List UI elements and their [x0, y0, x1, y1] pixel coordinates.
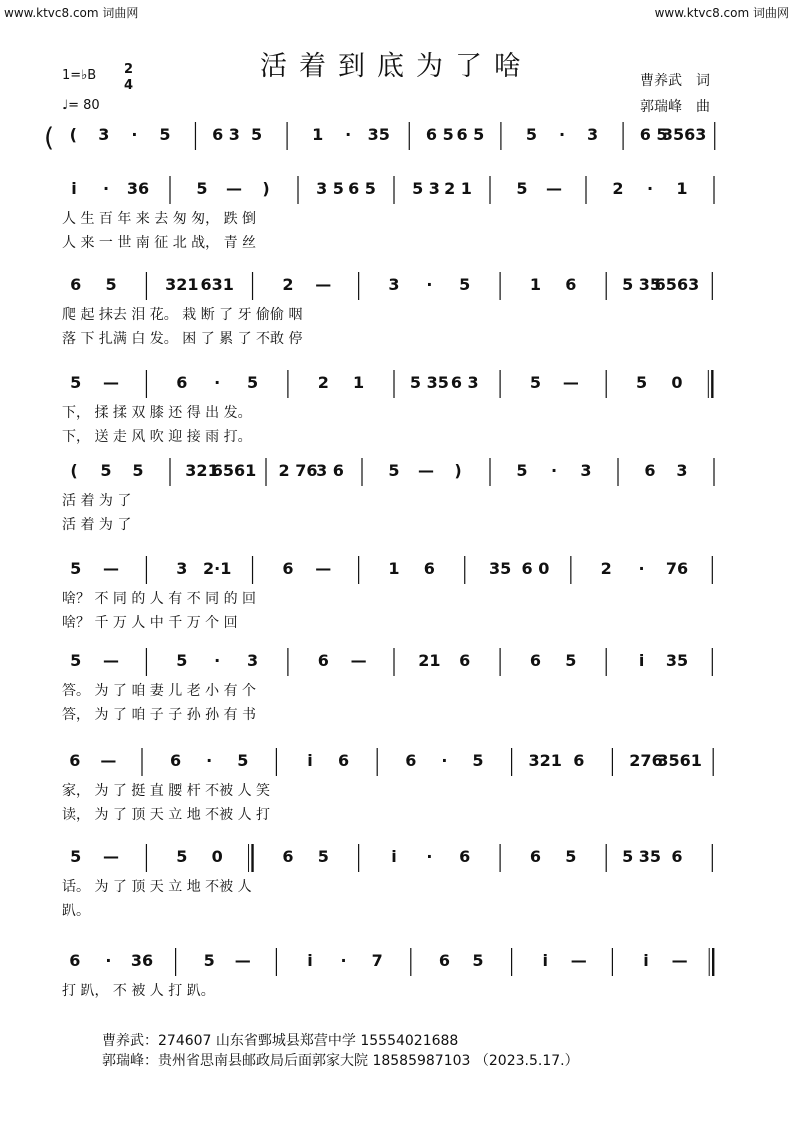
note-token: 36	[126, 179, 150, 198]
note-token: 5	[176, 847, 188, 866]
note-token: —	[418, 461, 434, 480]
note-token: 1	[676, 179, 688, 198]
note-token: ·	[638, 559, 645, 578]
note-token: —	[103, 651, 120, 670]
note-token: 5	[70, 559, 82, 578]
note-token: 6	[459, 651, 471, 670]
note-token: 6	[282, 559, 294, 578]
note-token: 5	[105, 275, 117, 294]
note-token: 5	[516, 179, 528, 198]
note-token: ·	[214, 651, 221, 670]
lyric-line: 趴。	[62, 903, 90, 919]
note-token: 3 5	[316, 179, 344, 198]
note-token: 21	[418, 651, 441, 670]
note-token: 5	[459, 275, 471, 294]
note-token: 6	[69, 951, 81, 970]
note-token: 5	[565, 651, 577, 670]
note-token: ·	[550, 461, 558, 480]
lyric-line: 家， 为 了 挺 直 腰 杆 不被 人 笑	[62, 783, 271, 799]
note-token: 36	[130, 951, 154, 970]
note-token: 5	[132, 461, 144, 480]
note-token: 5	[176, 651, 188, 670]
note-token: 35	[488, 559, 512, 578]
note-token: 5	[196, 179, 208, 198]
note-token: 5	[472, 751, 484, 770]
note-token: 6	[529, 847, 542, 866]
lyric-line: 打 趴， 不 被 人 打 趴。	[62, 983, 215, 999]
note-token: ·	[558, 125, 566, 144]
note-token: ·	[646, 179, 654, 198]
lyric-line: 落 下 扎满 白 发。 困 了 累 了 不敢 停	[62, 331, 303, 347]
note-token: 5	[565, 847, 577, 866]
note-token: 321	[165, 275, 199, 294]
note-token: —	[234, 951, 251, 970]
footer-contact-lyricist: 曹养武：274607 山东省鄄城县郑营中学 15554021688	[102, 1033, 459, 1049]
time-signature-top: 2	[124, 62, 134, 77]
lyric-line: 爬 起 抹去 泪 花。 栽 断 了 牙 偷偷 咽	[62, 307, 303, 323]
note-token: 3	[246, 651, 259, 670]
note-token: ·	[102, 179, 110, 198]
note-token: 321	[185, 461, 219, 480]
note-token: 3561	[657, 751, 702, 770]
note-token: ·	[105, 951, 112, 970]
note-token: (	[69, 125, 77, 144]
site-watermark-left: www.ktvc8.com 词曲网	[4, 6, 139, 20]
note-token: 6	[69, 751, 81, 770]
note-token: 5	[516, 461, 528, 480]
note-token: 6563	[654, 275, 700, 294]
note-token: )	[454, 461, 462, 480]
note-token: 6	[438, 951, 450, 970]
note-token: 35	[367, 125, 390, 144]
note-token: i	[391, 847, 397, 866]
lyricist-credit: 曹养武 词	[640, 73, 710, 89]
note-token: i	[71, 179, 77, 198]
note-token: 5	[388, 461, 400, 480]
lyric-line: 读， 为 了 顶 天 立 地 不被 人 打	[62, 807, 271, 823]
footer-contact-composer: 郭瑞峰：贵州省思南县邮政局后面郭家大院 18585987103 （2023.5.17.）	[102, 1053, 579, 1069]
note-token: 3	[580, 461, 592, 480]
note-token: 5 35	[622, 847, 662, 866]
time-signature-bottom: 4	[124, 78, 134, 93]
note-token: 6 3	[212, 125, 240, 144]
note-token: 7	[371, 951, 383, 970]
note-token: 6 5	[639, 125, 668, 144]
note-token: 5	[472, 951, 484, 970]
note-token: 5	[636, 373, 648, 392]
tempo-marking: ♩= 80	[62, 98, 100, 113]
lyric-line: 话。 为 了 顶 天 立 地 不被 人	[62, 879, 252, 895]
note-token: 3	[176, 559, 188, 578]
note-token: —	[226, 179, 242, 198]
note-token: 6	[529, 651, 542, 670]
note-token: 631	[200, 275, 234, 294]
note-token: 3	[98, 125, 110, 144]
lyric-line: 人 来 一 世 南 征 北 战， 青 丝	[62, 235, 257, 251]
note-token: 3	[676, 461, 688, 480]
note-token: —	[103, 373, 120, 392]
note-token: 5	[159, 125, 171, 144]
note-token: 3 6	[316, 461, 344, 480]
note-token: 6	[70, 275, 82, 294]
site-watermark-right: www.ktvc8.com 词曲网	[654, 6, 789, 20]
note-token: 5	[246, 373, 259, 392]
system-bracket: (	[44, 123, 55, 153]
note-token: 6	[565, 275, 577, 294]
note-token: 2	[317, 373, 329, 392]
note-token: 5	[250, 125, 263, 144]
lyric-line: 下， 揉 揉 双 膝 还 得 出 发。	[62, 405, 252, 421]
note-token: i	[307, 951, 313, 970]
note-token: i	[638, 651, 645, 670]
note-token: 6 0	[521, 559, 550, 578]
note-token: 5	[70, 373, 82, 392]
note-token: 321	[528, 751, 562, 770]
note-token: 2·1	[202, 559, 232, 578]
note-token: 5	[529, 373, 542, 392]
note-token: 6 5	[425, 125, 454, 144]
note-token: 2 1	[444, 179, 472, 198]
note-token: 2 76	[278, 461, 318, 480]
note-token: 6	[338, 751, 350, 770]
note-token: ·	[426, 275, 433, 294]
note-token: ·	[131, 125, 138, 144]
note-token: —	[100, 751, 117, 770]
note-token: 5	[70, 847, 82, 866]
note-token: 6 5	[348, 179, 376, 198]
note-token: (	[70, 461, 78, 480]
note-token: 276	[629, 751, 663, 770]
composer-credit: 郭瑞峰 曲	[640, 99, 710, 115]
note-token: 5	[237, 751, 249, 770]
note-token: —	[315, 559, 332, 578]
lyric-line: 下， 送 走 风 吹 迎 接 雨 打。	[62, 429, 252, 445]
note-token: i	[643, 951, 649, 970]
note-token: 6	[170, 751, 182, 770]
note-token: 5 3	[412, 179, 440, 198]
note-token: —	[315, 275, 332, 294]
note-token: ·	[214, 373, 221, 392]
note-token: 1	[353, 373, 365, 392]
note-token: ·	[426, 847, 433, 866]
note-token: ·	[340, 951, 347, 970]
note-token: 1	[529, 275, 542, 294]
note-token: 6	[176, 373, 188, 392]
note-token: 2	[282, 275, 294, 294]
note-token: 6	[671, 847, 683, 866]
note-token: 6	[405, 751, 417, 770]
note-token: 6 3	[450, 373, 479, 392]
note-token: )	[262, 179, 270, 198]
note-token: 6	[282, 847, 294, 866]
key-signature: 1=♭B	[62, 68, 97, 83]
note-token: 1	[388, 559, 400, 578]
note-token: ·	[441, 751, 448, 770]
note-token: 5	[70, 651, 82, 670]
note-token: 6	[459, 847, 471, 866]
note-token: 5 35	[409, 373, 449, 392]
lyric-line: 啥？ 不 同 的 人 有 不 同 的 回	[62, 591, 257, 607]
note-token: 5	[317, 847, 329, 866]
note-token: 5	[203, 951, 215, 970]
lyric-line: 活 着 为 了	[62, 517, 132, 533]
note-token: 6	[573, 751, 585, 770]
lyric-line: 答， 为 了 咱 子 子 孙 孙 有 书	[62, 707, 257, 723]
note-token: 3	[586, 125, 599, 144]
note-token: —	[570, 951, 587, 970]
note-token: 3563	[661, 125, 707, 144]
lyric-line: 答。 为 了 咱 妻 儿 老 小 有 个	[62, 683, 257, 699]
note-token: 3	[388, 275, 400, 294]
note-token: —	[350, 651, 367, 670]
note-token: ·	[206, 751, 213, 770]
note-token: 76	[665, 559, 689, 578]
note-token: 35	[665, 651, 689, 670]
note-token: 0	[671, 373, 683, 392]
note-token: 6 5	[456, 125, 485, 144]
note-token: 2	[600, 559, 612, 578]
note-token: 6	[644, 461, 656, 480]
note-token: —	[671, 951, 688, 970]
note-token: 5	[100, 461, 112, 480]
note-token: 6	[423, 559, 435, 578]
note-token: ·	[345, 125, 352, 144]
note-token: 5 35	[622, 275, 662, 294]
note-token: 1	[312, 125, 324, 144]
note-token: —	[103, 847, 120, 866]
note-token: 6561	[211, 461, 257, 480]
note-token: —	[103, 559, 120, 578]
lyric-line: 人 生 百 年 来 去 匆 匆， 跌 倒	[62, 211, 257, 227]
lyric-line: 啥？ 千 万 人 中 千 万 个 回	[62, 615, 238, 631]
lyric-line: 活 着 为 了	[62, 493, 132, 509]
note-token: i	[307, 751, 313, 770]
note-token: —	[562, 373, 579, 392]
note-token: —	[546, 179, 562, 198]
note-token: 6	[317, 651, 329, 670]
song-title: 活着到底为了啥	[260, 51, 533, 82]
note-token: 0	[211, 847, 223, 866]
note-token: i	[542, 951, 548, 970]
note-token: 2	[612, 179, 624, 198]
note-token: 5	[525, 125, 538, 144]
